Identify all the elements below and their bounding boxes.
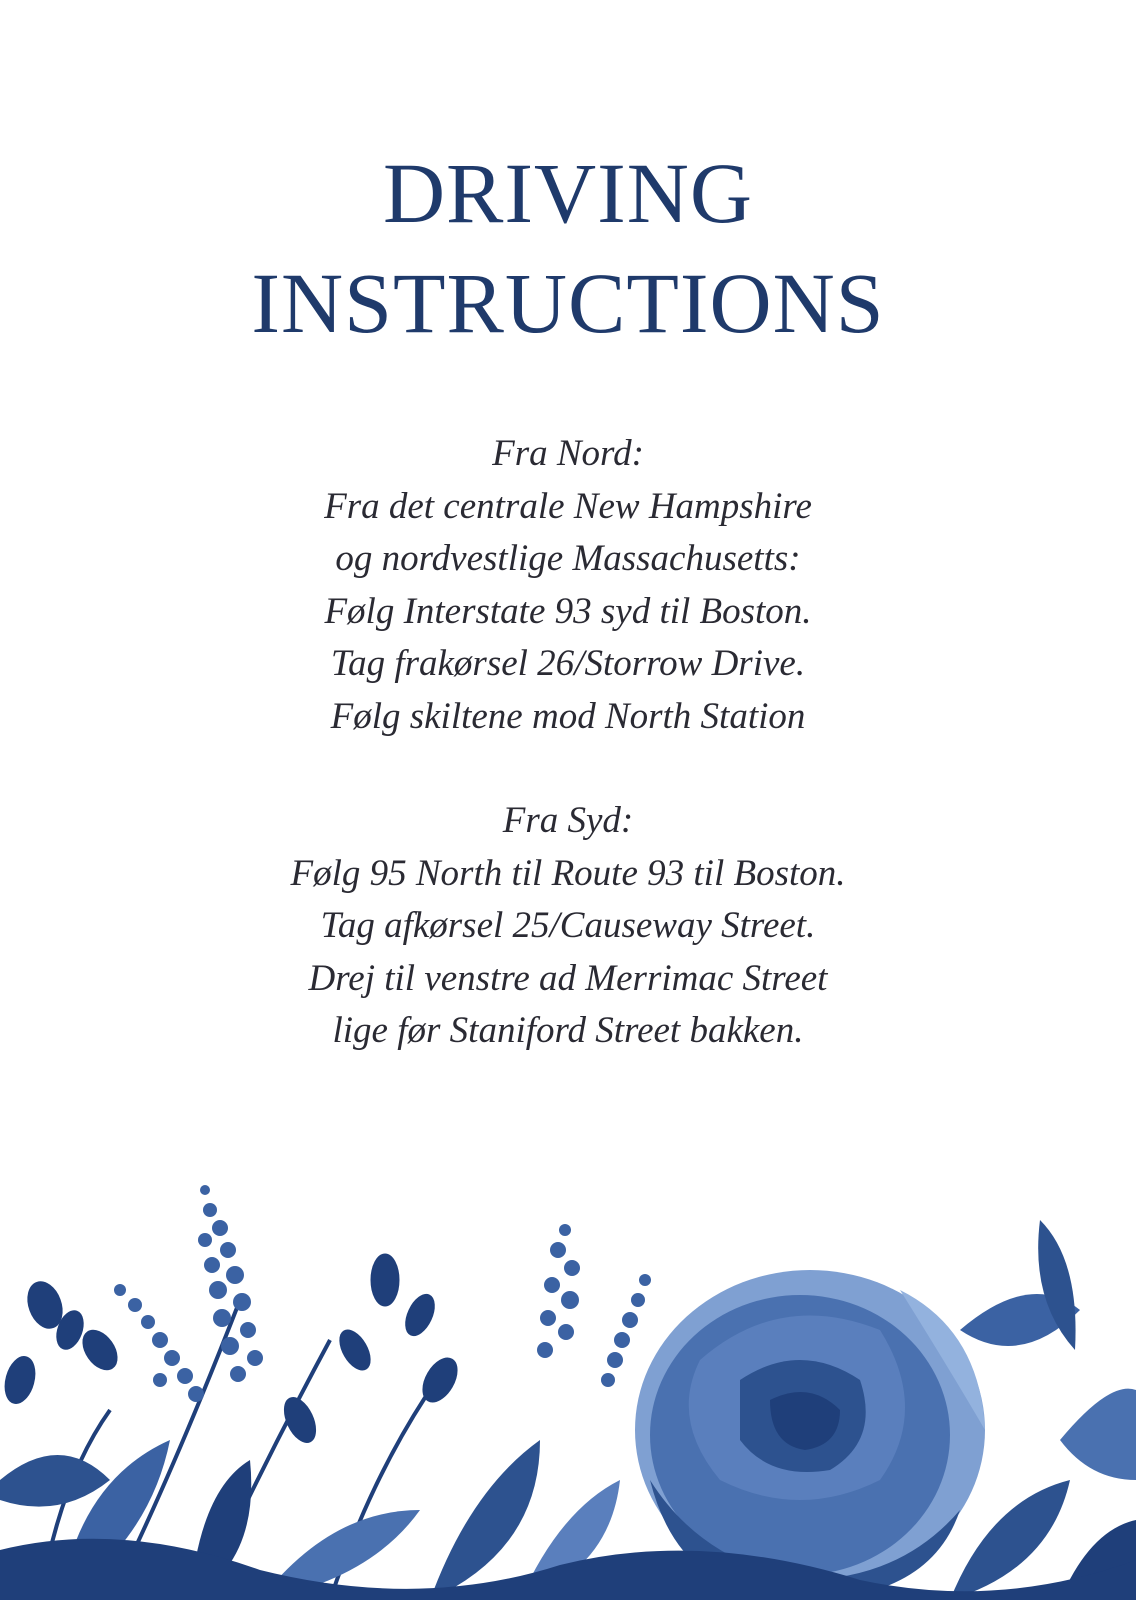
south-line: Drej til venstre ad Merrimac Street [308, 957, 828, 999]
south-heading: Fra Syd: [502, 800, 634, 841]
watercolor-floral-border-icon [0, 1180, 1136, 1600]
north-heading: Fra Nord: [492, 433, 644, 474]
rose-icon [635, 1270, 985, 1600]
north-line: Følg skiltene mod North Station [330, 695, 806, 737]
north-line: og nordvestlige Massachusetts: [335, 538, 801, 579]
north-directions [0, 428, 1136, 743]
north-line: Følg Interstate 93 syd til Boston. [324, 590, 812, 632]
south-line: Følg 95 North til Route 93 til Boston. [290, 852, 846, 894]
south-line: lige før Staniford Street bakken. [332, 1010, 804, 1051]
south-directions [0, 795, 1136, 1058]
title-line-1: DRIVING [382, 145, 754, 241]
north-line: Tag frakørsel 26/Storrow Drive. [330, 643, 806, 684]
north-line: Fra det centrale New Hampshire [324, 485, 812, 527]
title-line-2: INSTRUCTIONS [251, 255, 885, 351]
south-line: Tag afkørsel 25/Causeway Street. [320, 905, 816, 946]
page-title [0, 138, 1136, 358]
